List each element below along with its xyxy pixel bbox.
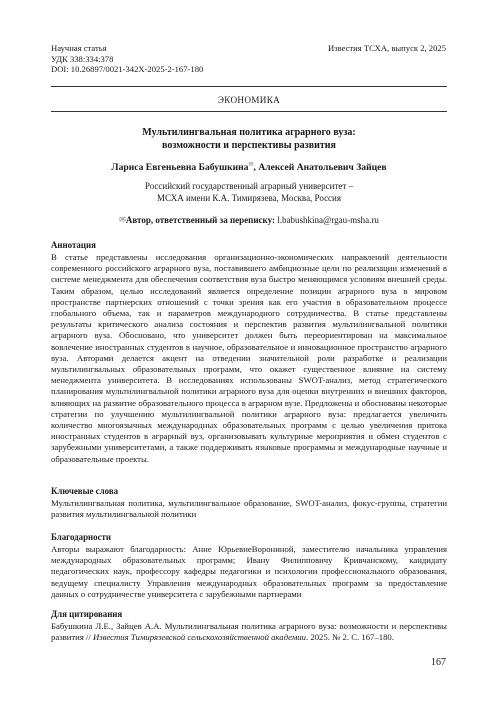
article-type: Научная статья [51, 43, 107, 53]
acknowledgments-section [51, 532, 447, 600]
affiliation-line-2: МСХА имени К.А. Тимирязева, Москва, Россия [156, 192, 342, 203]
abstract-text: В статье представлены исследования организационно-экономических направлений деятельности современного российского аграрного вуза, поставившего амбициозные цели по реализации изменений в системе менеджмента для обеспечения соответствия вуза быстро меняющимся условиям внешней среды. Таким образом, целью исследований является определение позиции аграрного вуза в мировом пространстве партнерских отношений с точки зрения как его участия в образовательном процессе глобального объема, так и параметров международного сотрудничества. В статье представлены результаты критического анализа состояния и перспектив развития мультилингвальной политики аграрного вуза. Обосновано, что университет должен быть переориентирован на максимальное вовлечение иностранных студентов в научное, образовательное и инновационное пространство аграрного вуза. Авторами делается акцент на отведении значительной роли разработке и реализации мультилингвальных образовательных программ, что окажет существенное влияние на систему менеджмента университета. В исследованиях использованы SWOT-анализ, метод стратегического планирования мультилингвальной политики аграрного вуза для оценки внутренних и внешних факторов, влияющих на развитие образовательного процесса в аграрном вузе. Предложены и обоснованы некоторые стратегии по улучшению мультилингвальной политики аграрного вуза: предлагается увеличить количество многоязычных международных образовательных программ с целью увеличения притока иностранных студентов в аграрный вуз, организовывать культурные мероприятия и обмен студентов с зарубежными университетами, а также поддерживать языковые программы и международные научные и образовательные проекты. [51, 252, 447, 464]
citation-tail: . 2025. № 2. С. 167–180. [306, 632, 394, 643]
udk-code: УДК 338:334:378 [51, 53, 114, 64]
acknowledgments-text: Авторы выражают благодарность: Анне ЮрьевнеВорониной, заместителю начальника управления международных образовательных программ; Ивану Филипповичу Кривчанскому, кандидату педагогических наук, профессору кафедры педагогики и психологии профессионального образования, ведущему специалисту Управления международных образовательных программ за предоставление данных о сотрудничестве университета с зарубежными партнерами [51, 544, 447, 599]
keywords-text: Мультилингвальная политика, мультилингвальное образование, SWOT-анализ, фокус-группы, стратегии развития мультилингвальной политики [51, 498, 447, 520]
divider-top [51, 86, 447, 87]
keywords-section [51, 486, 447, 520]
correspondence-label: Автор, ответственный за переписку: [125, 215, 275, 225]
affiliation [51, 181, 447, 204]
citation-authors-title: Бабушкина Л.Е., Зайцев А.А. Мультилингвальная политика аграрного вуза: возможности и перспективы развития // [51, 621, 447, 643]
envelope-icon: ✉ [119, 215, 126, 224]
citation-journal: Известия Тимирязевской сельскохозяйственной академии [93, 632, 306, 643]
abstract-section [51, 240, 447, 465]
author-1: Лариса Евгеньевна Бабушкина [111, 162, 249, 174]
doi[interactable]: DOI: 10.26897/0021-342X-2025-2-167-180 [51, 64, 204, 74]
acknowledgments-heading: Благодарности [51, 532, 111, 542]
author-list [51, 161, 447, 173]
page-number: 167 [431, 657, 446, 668]
keywords-heading: Ключевые слова [51, 486, 119, 496]
correspondence [51, 215, 447, 225]
title-line-2: возможности и перспективы развития [162, 139, 336, 151]
affiliation-line-1: Российский государственный аграрный университет – [144, 181, 354, 191]
title-line-1: Мультилингвальная политика аграрного вуза: [142, 127, 356, 138]
section-heading: ЭКОНОМИКА [217, 95, 281, 105]
journal-issue: Известия ТСХА, выпуск 2, 2025 [327, 43, 446, 53]
citation-heading: Для цитирования [51, 609, 123, 619]
article-meta [51, 43, 203, 75]
abstract-heading: Аннотация [51, 240, 96, 250]
correspondence-email[interactable]: l.babushkina@rgau-msha.ru [277, 215, 379, 225]
envelope-icon: ✉ [248, 162, 254, 168]
article-title [51, 127, 447, 152]
citation-text [51, 621, 447, 643]
citation-section [51, 609, 447, 643]
divider-bottom [51, 111, 447, 112]
author-2: , Алексей Анатольевич Зайцев [253, 162, 387, 174]
